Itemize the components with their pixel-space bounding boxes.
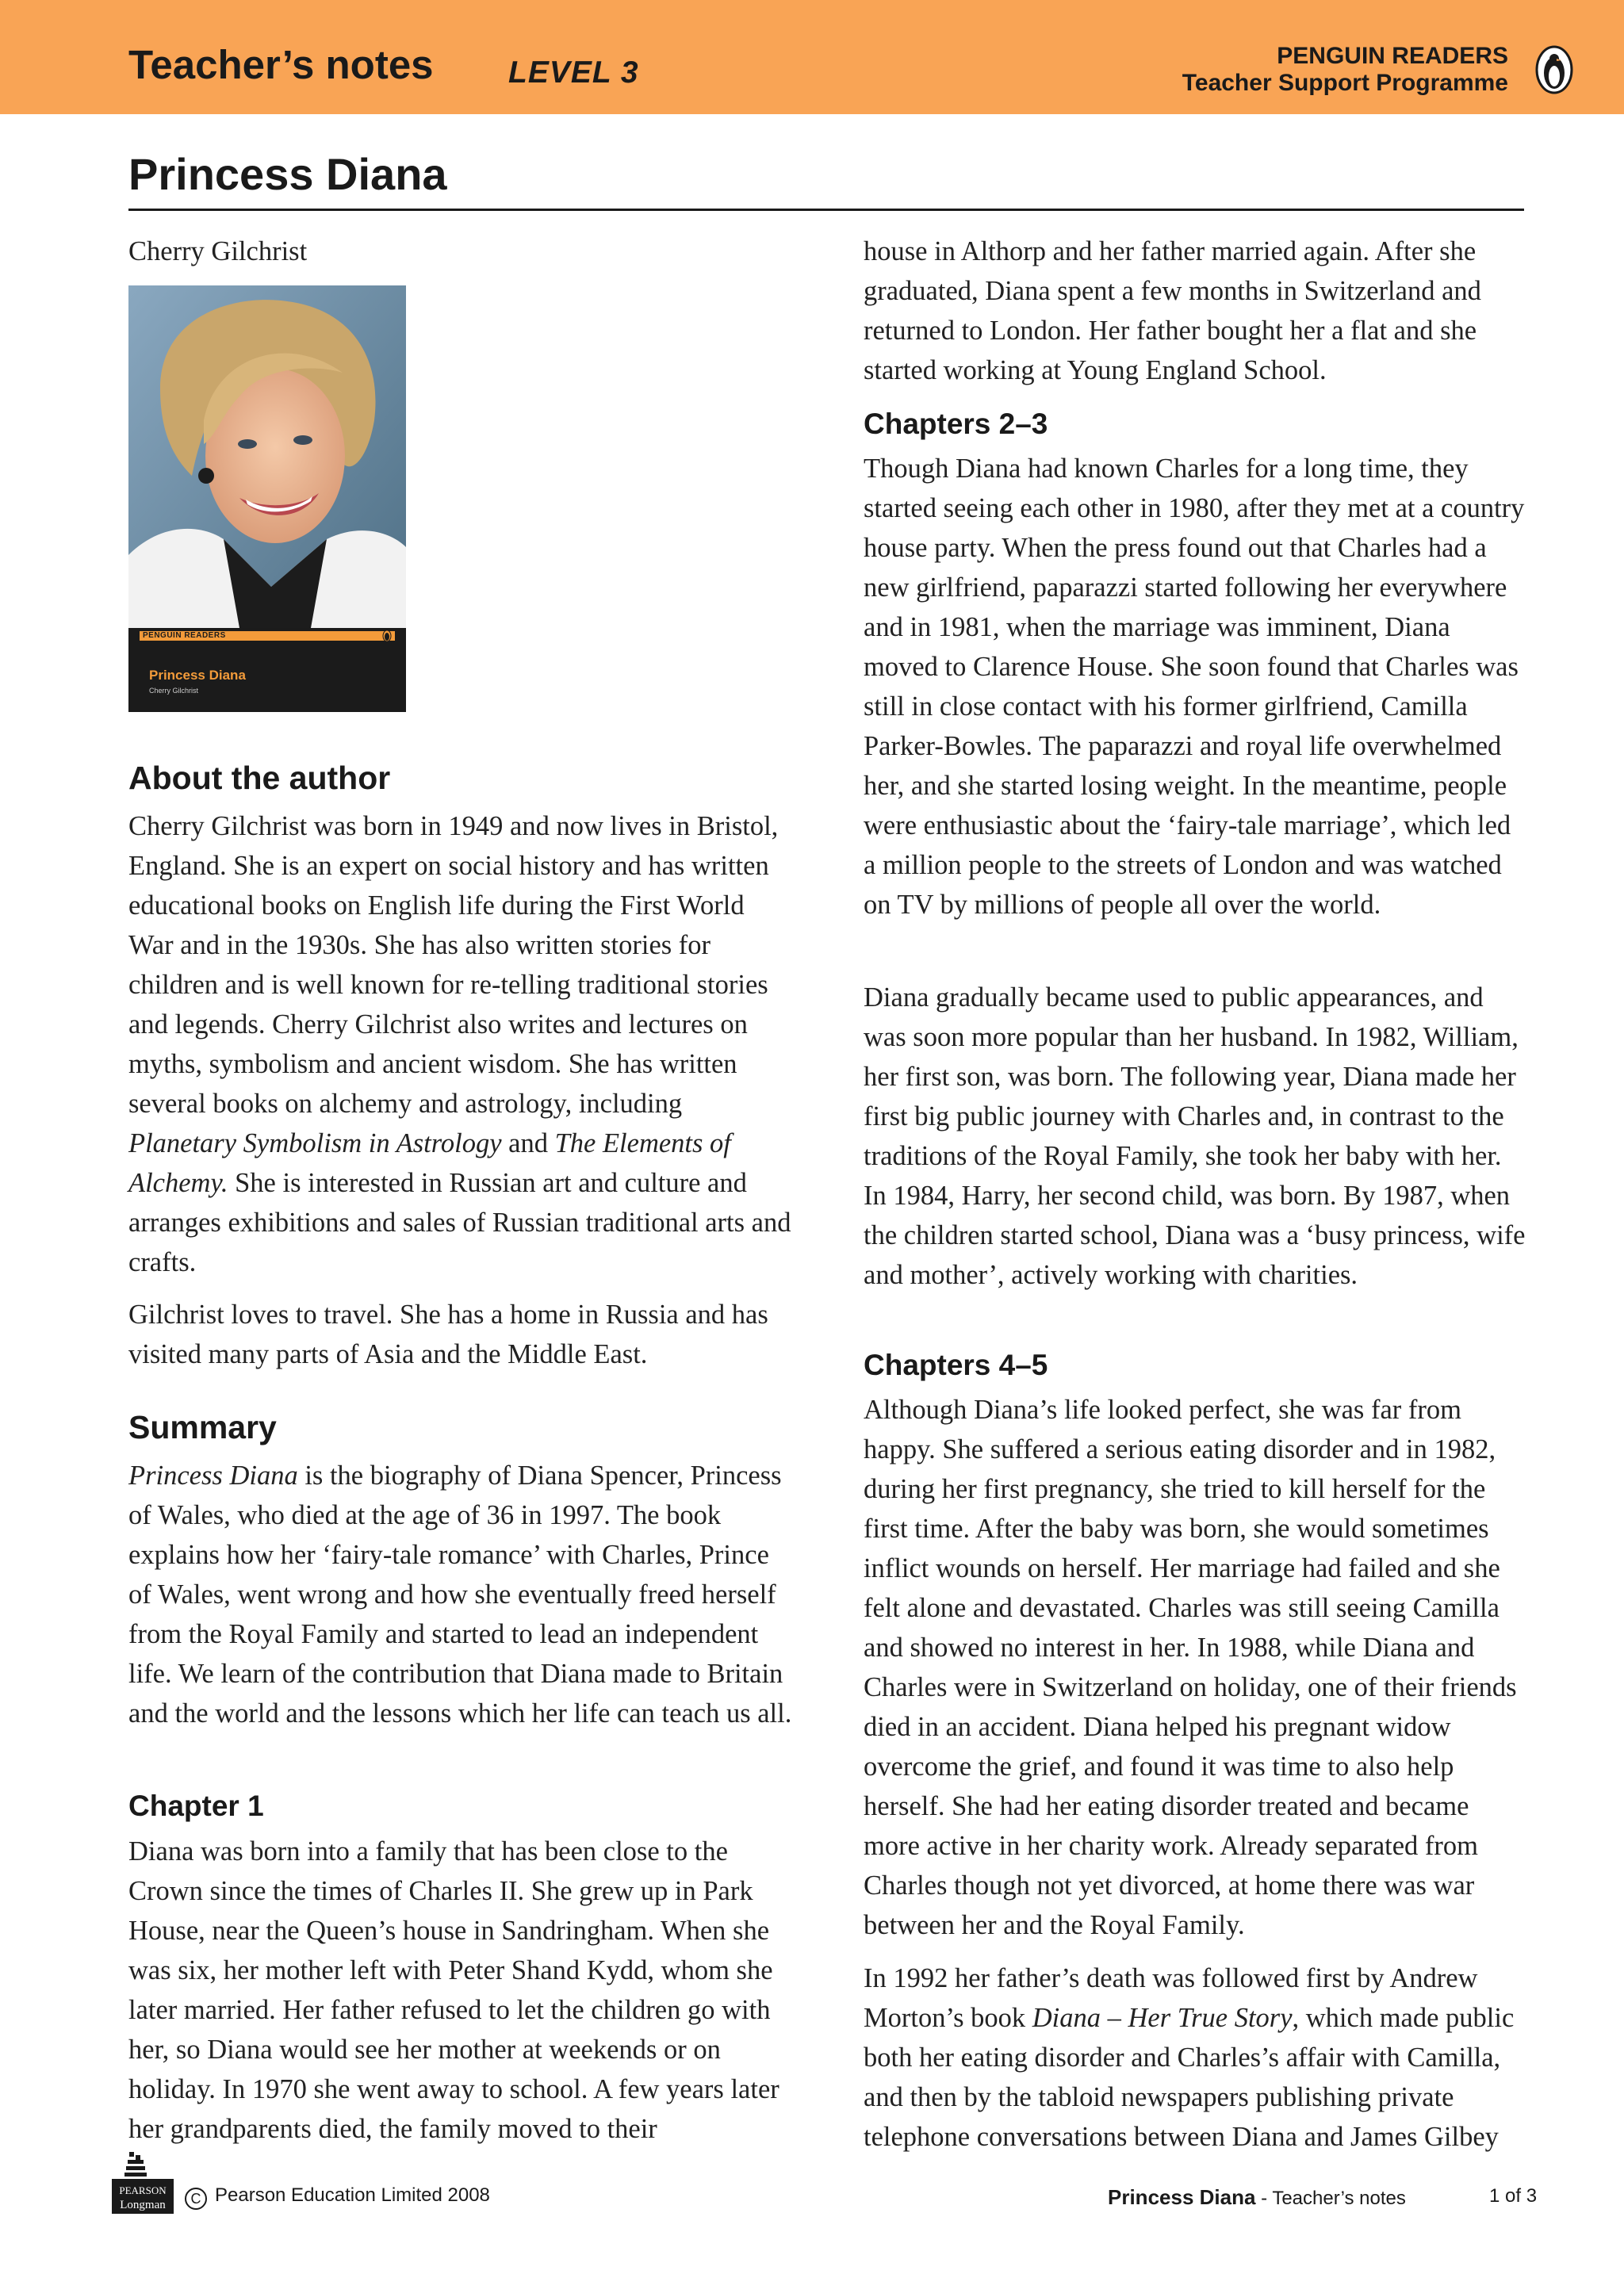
chapters4-5-paragraph-2 <box>864 1958 1530 2157</box>
header-brand <box>1182 43 1508 97</box>
chapter-text: , which made public both her eating disorder and Charles’s affair with Camilla, and then by the tabloid newspapers publishing private telephone conversations between Diana and James Gilbey <box>864 2003 1515 2152</box>
cover-penguin-icon <box>382 630 392 642</box>
about-text: She is interested in Russian art and culture and arranges exhibitions and sales of Russian traditional arts and crafts. <box>128 1168 791 1277</box>
cover-photo <box>128 285 406 628</box>
book-title: Diana – Her True Story <box>1032 2003 1293 2033</box>
footer-doc-title <box>1108 2185 1406 2210</box>
author-name: Cherry Gilchrist <box>128 236 308 266</box>
header-title: Teacher’s notes <box>128 42 434 87</box>
about-paragraph-1 <box>128 806 795 1282</box>
header-brand-line1: PENGUIN READERS <box>1277 43 1508 69</box>
book-title: Planetary Symbolism in Astrology <box>128 1128 502 1158</box>
footer-doc-subtitle: - Teacher’s notes <box>1255 2188 1406 2209</box>
copyright-symbol: C <box>185 2188 207 2210</box>
page-number: 1 of 3 <box>1489 2185 1538 2207</box>
footer-copyright <box>185 2184 490 2210</box>
logo-line1: PEARSON <box>119 2184 167 2196</box>
chapters2-3-paragraph-2: Diana gradually became used to public appearances, and was soon more popular than her husband. In 1982, William, her first son, was born. The following year, Diana made her first big public journey with Charles and, in contrast to the traditions of the Royal Family, she took her baby with her. In 1984, Harry, her second child, was born. By 1987, when the children started school, Diana was a ‘busy princess, wife and mother’, actively working with charities. <box>864 982 1526 1290</box>
logo-line2: Longman <box>120 2199 166 2211</box>
chapters4-5-paragraph-1: Although Diana’s life looked perfect, she was far from happy. She suffered a serious eating disorder and in 1982, during her first pregnancy, she tried to kill herself for the first time. After the baby was born, she would sometimes inflict wounds on herself. Her marriage had failed and she felt alone and devastated. Charles was still seeing Camilla and showed no interest in her. In 1988, while Diana and Charles were in Switzerland on holiday, one of their friends died in an accident. Diana helped his pregnant widow overcome the grief, and found it was time to also help herself. She had her eating disorder treated and became more active in her charity work. Already separated from Charles though not yet divorced, at home there was war between her and the Royal Family. <box>864 1395 1517 1940</box>
summary-paragraph <box>128 1456 795 1733</box>
cover-author: Cherry Gilchrist <box>149 687 199 695</box>
page-title: Princess Diana <box>128 149 447 199</box>
penguin-logo-icon <box>1534 44 1574 95</box>
chapter1-continued: house in Althorp and her father married again. After she graduated, Diana spent a few months in Switzerland and returned to London. Her father bought her a flat and she started working at Young England School. <box>864 236 1481 385</box>
cover-brand: PENGUIN READERS <box>143 631 226 640</box>
pearson-longman-logo-icon <box>109 2147 175 2214</box>
about-text: and <box>501 1128 555 1158</box>
title-divider <box>128 209 1524 211</box>
chapter-text: In 1992 her father’s death was followed first by Andrew Morton’s book <box>864 1963 1478 2033</box>
about-paragraph-2: Gilchrist loves to travel. She has a home in Russia and has visited many parts of Asia and the Middle East. <box>128 1300 768 1369</box>
chapter1-paragraph: Diana was born into a family that has been close to the Crown since the times of Charles II. She grew up in Park House, near the Queen’s house in Sandringham. When she was six, her mother left with Peter Shand Kydd, whom she later married. Her father refused to let the children go with her, so Diana would see her mother at weekends or on holiday. In 1970 she went away to school. A few years later her grandparents died, the family moved to their <box>128 1836 779 2144</box>
summary-text: is the biography of Diana Spencer, Princess of Wales, who died at the age of 36 in 1997. The book explains how her ‘fairy-tale romance’ with Charles, Prince of Wales, went wrong and how she eventually freed herself from the Royal Family and started to lead an independent life. We learn of the contribution that Diana made to Britain and the world and the lessons which her life can teach us all. <box>128 1461 792 1729</box>
chapters2-3-heading: Chapters 2–3 <box>864 408 1048 440</box>
summary-heading: Summary <box>128 1409 277 1445</box>
book-cover-image <box>128 285 406 712</box>
about-section <box>128 806 795 1282</box>
footer-doc-name: Princess Diana <box>1108 2185 1256 2209</box>
chapters4-5-heading: Chapters 4–5 <box>864 1349 1048 1381</box>
chapters2-3-paragraph-1: Though Diana had known Charles for a long time, they started seeing each other in 1980, after they met at a country house party. When the press found out that Charles had a new girlfriend, paparazzi started following her everywhere and in 1981, when the marriage was imminent, Diana moved to Clarence House. She soon found that Charles was still in close contact with his former girlfriend, Camilla Parker-Bowles. The paparazzi and royal life overwhelmed her, and she started losing weight. In the meantime, people were enthusiastic about the ‘fairy-tale marriage’, which led a million people to the streets of London and was watched on TV by millions of people all over the world. <box>864 454 1525 920</box>
about-heading: About the author <box>128 760 391 796</box>
cover-title: Princess Diana <box>149 668 246 683</box>
chapter1-heading: Chapter 1 <box>128 1790 264 1822</box>
book-title: Princess Diana <box>128 1461 298 1491</box>
book-title: The Elements of Alchemy. <box>128 1128 731 1198</box>
about-text: Cherry Gilchrist was born in 1949 and now lives in Bristol, England. She is an expert on social history and has written educational books on English life during the First World War and in the 1930s. She has also written stories for children and is well known for re-telling traditional stories and legends. Cherry Gilchrist also writes and lectures on myths, symbolism and ancient wisdom. She has written several books on alchemy and astrology, including <box>128 811 779 1119</box>
header-level: LEVEL 3 <box>508 56 639 90</box>
copyright-text: Pearson Education Limited 2008 <box>215 2184 490 2206</box>
header-brand-line2: Teacher Support Programme <box>1182 70 1508 96</box>
